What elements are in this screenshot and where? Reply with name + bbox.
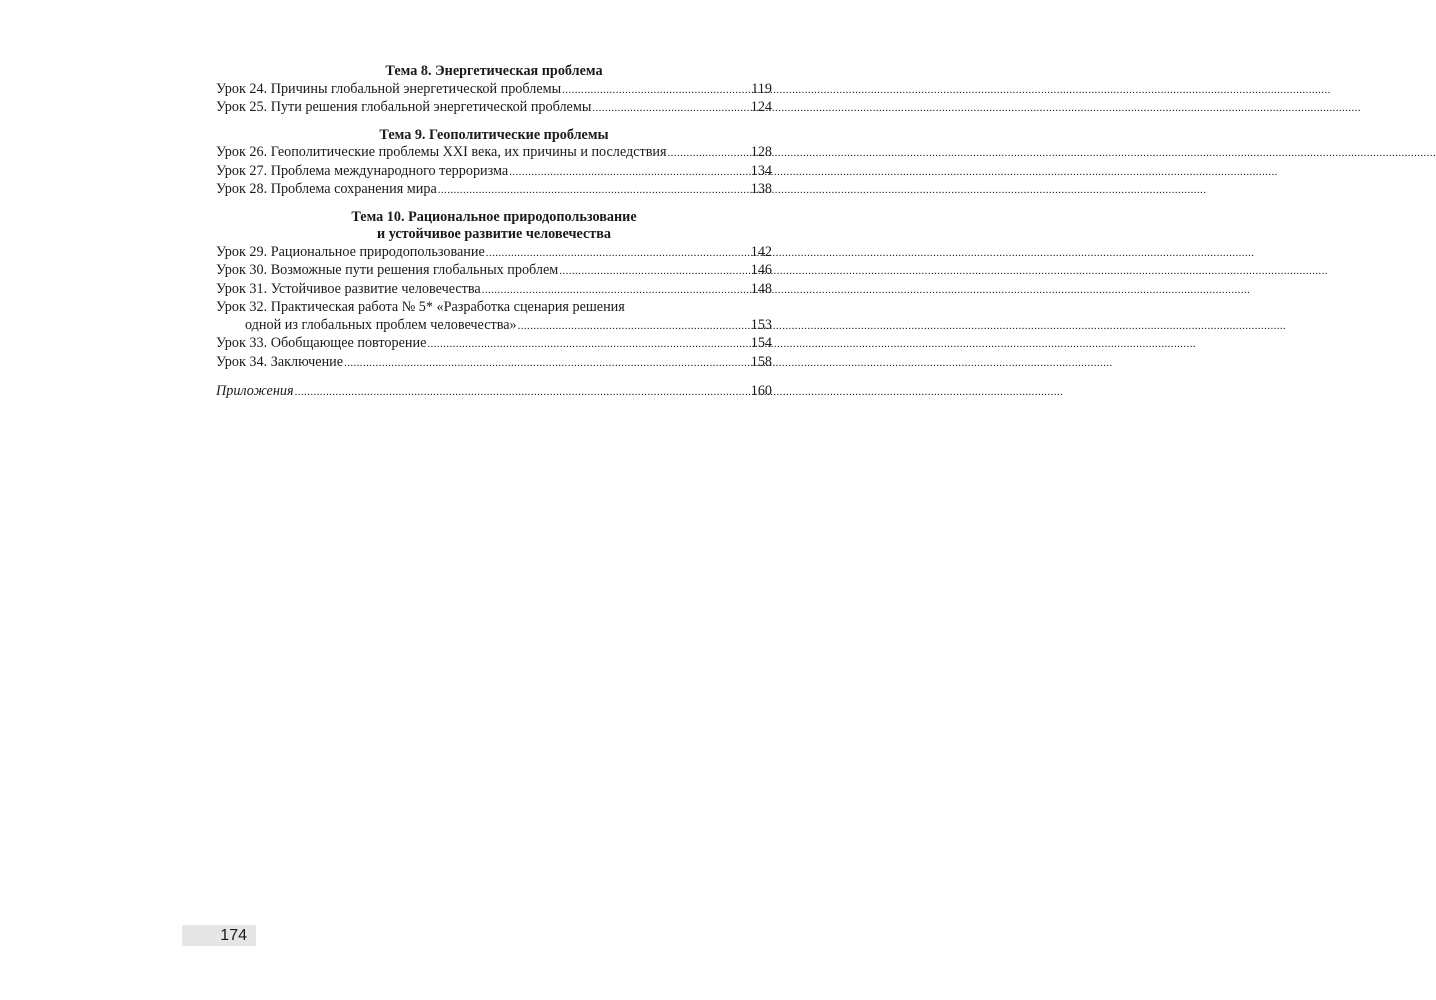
dot-leader [344, 354, 750, 373]
appendix-label: Приложения [216, 383, 294, 399]
toc-entry-label: Урок 30. Возможные пути решения глобальных проблем [216, 262, 559, 278]
toc-entry [216, 181, 772, 200]
dot-leader [295, 383, 750, 402]
dot-leader [592, 99, 749, 118]
section-title: Тема 8. Энергетическая проблема [385, 63, 603, 79]
toc-entry [216, 281, 772, 300]
dot-leader [486, 244, 750, 263]
dot-leader [668, 144, 750, 163]
section-title-line-2: и устойчивое развитие человечества [376, 226, 611, 242]
toc-entry-label: Урок 24. Причины глобальной энергетической проблемы [216, 80, 562, 97]
toc-entry-page: 142 [750, 243, 772, 260]
toc-entry-label: Урок 34. Заключение [216, 353, 344, 370]
toc-entry-label: Урок 27. Проблема международного терроризма [216, 162, 509, 179]
toc-entry-page: 154 [750, 335, 772, 351]
toc-section-theme-9 [216, 127, 772, 200]
toc-entry-page: 146 [750, 262, 772, 278]
toc-entry [216, 262, 772, 281]
dot-leader [559, 262, 749, 281]
toc-entry [216, 244, 772, 263]
dot-leader [518, 317, 750, 336]
toc-entry-page: 134 [750, 162, 772, 179]
toc-entry-appendix [216, 383, 772, 402]
toc-entry-label: Урок 26. Геополитические проблемы XXI века, их причины и последствия [216, 144, 667, 160]
toc-section-theme-10 [216, 209, 772, 373]
toc-entry-page: 128 [750, 144, 772, 160]
toc-entry-label-line-1: Урок 32. Практическая работа № 5* «Разработка сценария решения [216, 299, 625, 315]
toc-entry-page: 138 [750, 181, 772, 197]
toc-entry-multiline [216, 299, 772, 335]
toc-entry [216, 99, 772, 118]
section-title-line-1: Тема 10. Рациональное природопользование [351, 208, 637, 225]
dot-leader [427, 335, 749, 354]
toc-entry [216, 144, 772, 163]
toc-entry-label: Урок 28. Проблема сохранения мира [216, 181, 437, 197]
dot-leader [482, 281, 750, 300]
toc-entry [216, 317, 772, 336]
dot-leader [509, 163, 749, 182]
toc-section-theme-8 [216, 63, 772, 118]
toc-entry-page: 119 [751, 80, 772, 97]
toc-entry [216, 163, 772, 182]
toc-entry [216, 354, 772, 373]
toc-entry-page: 158 [750, 353, 772, 370]
toc-entry-page: 153 [750, 316, 772, 333]
toc-entry-label: Урок 33. Обобщающее повторение [216, 335, 427, 351]
table-of-contents [216, 63, 772, 402]
toc-entry-page: 148 [750, 280, 772, 297]
toc-entry [216, 81, 772, 100]
dot-leader [562, 81, 750, 100]
toc-entry [216, 335, 772, 354]
section-title: Тема 9. Геополитические проблемы [379, 126, 609, 143]
page-number: 174 [182, 925, 256, 946]
appendix-page: 160 [750, 383, 772, 399]
toc-entry-label: Урок 31. Устойчивое развитие человечества [216, 280, 481, 297]
dot-leader [438, 181, 750, 200]
toc-entry-page: 124 [750, 99, 772, 115]
toc-entry-label: Урок 25. Пути решения глобальной энергетической проблемы [216, 99, 592, 115]
toc-entry-label: Урок 29. Рациональное природопользование [216, 243, 485, 260]
toc-entry-label-line-2: одной из глобальных проблем человечества» [245, 316, 517, 333]
